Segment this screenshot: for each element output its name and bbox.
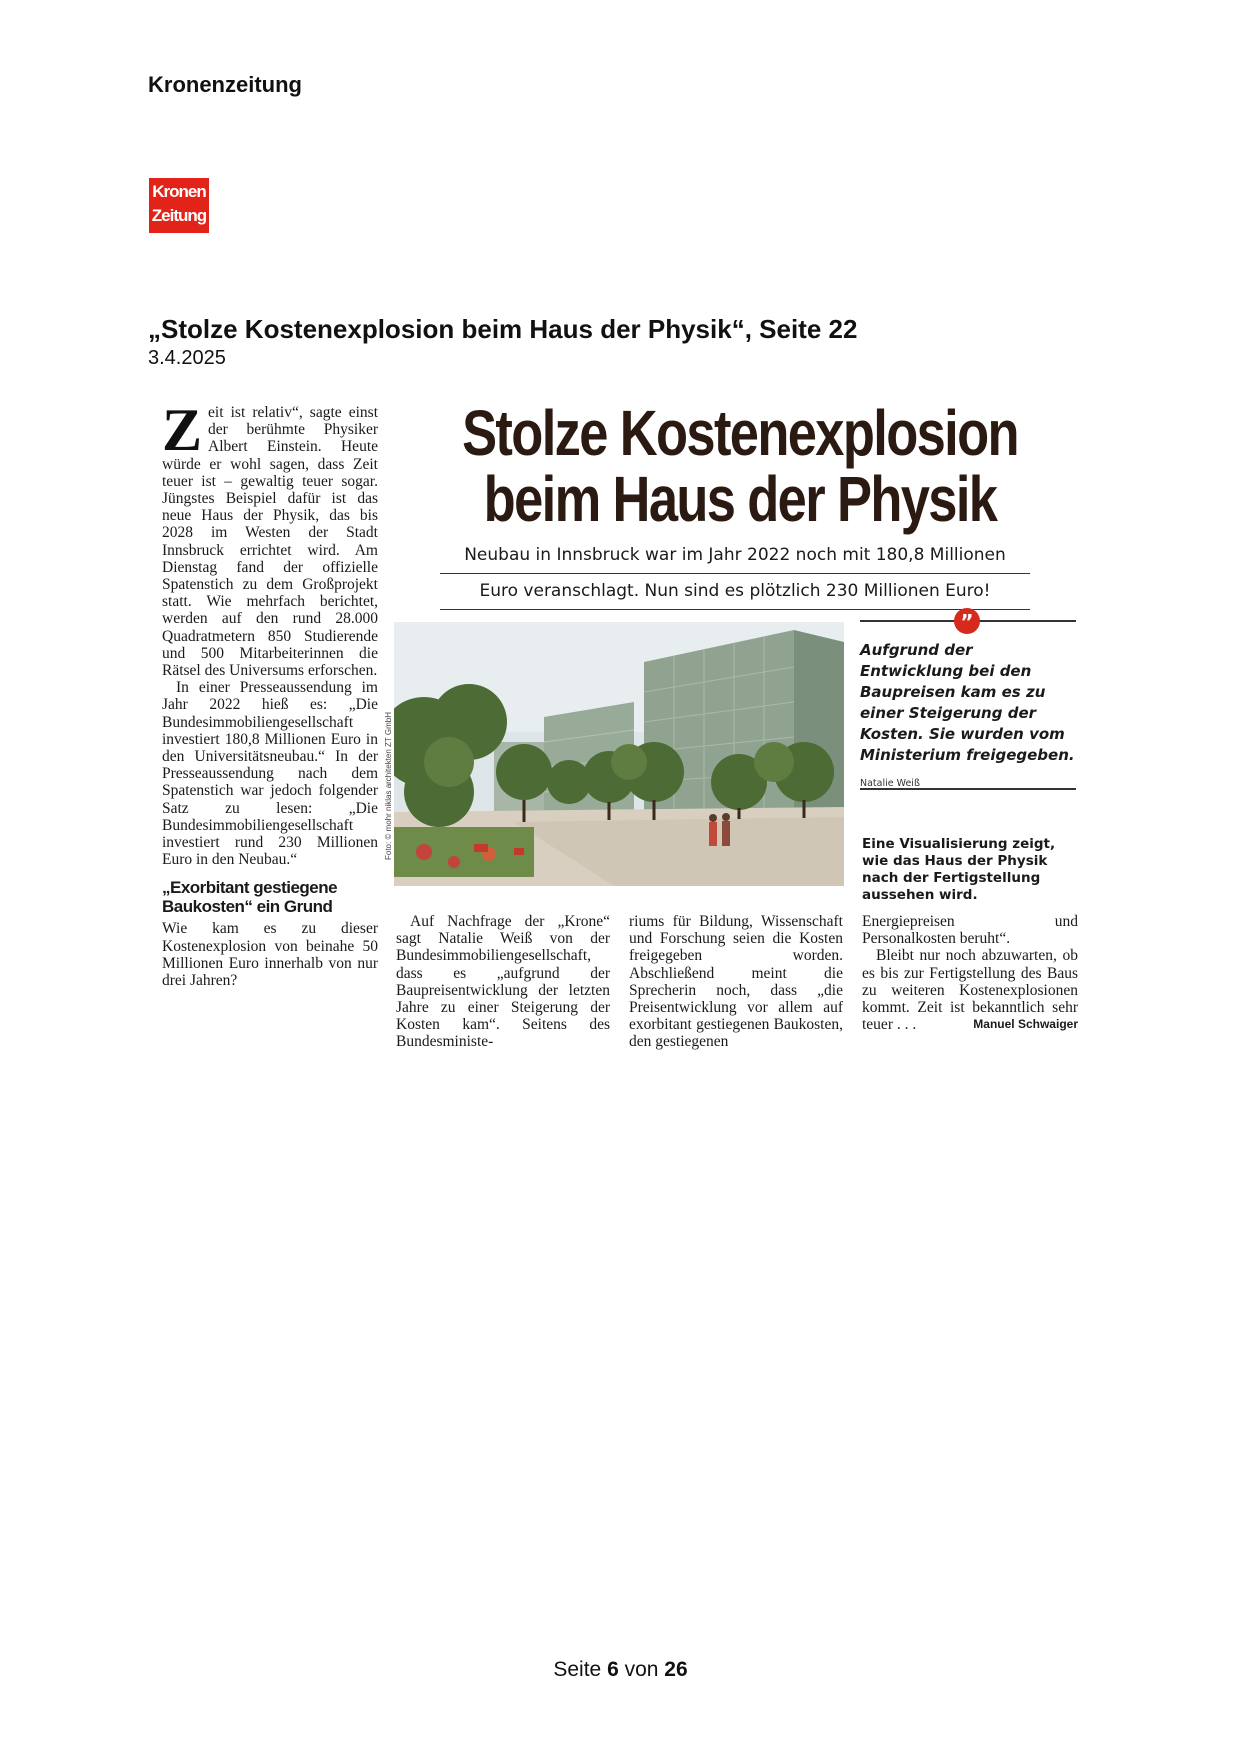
col1-paragraph-2: In einer Presseaussendung im Jahr 2022 hieß es: „Die Bundesimmobiliengesellschaft investiert 180,8 Millionen Euro in den Universitätsneubau.“ In der Presseaussendung nach dem Spatenstich war jedoch folgender Satz zu lesen: „Die Bundesimmobiliengesellschaft investiert rund 230 Millionen Euro in den Neubau.“	[162, 679, 378, 869]
quote-author: Natalie Weiß	[860, 778, 920, 789]
subheading: „Exorbitant gestiegene Baukosten“ ein Grund	[162, 878, 338, 917]
quote-box	[860, 610, 1076, 789]
col4-paragraph-2: Bleibt nur noch abzuwarten, ob es bis zur Fertigstellung des Baus zu weiteren Kostenexplosionen kommt. Zeit ist bekanntlich sehr teuer . . .	[862, 947, 1078, 1034]
dropcap: Z	[162, 397, 203, 463]
logo-line-2: Zeitung	[151, 206, 207, 225]
footer-middle: von	[624, 1658, 659, 1681]
quote-bottom-rule	[860, 788, 1076, 790]
article-column-3	[629, 913, 843, 1051]
kronen-zeitung-logo	[149, 178, 209, 233]
footer-total-pages: 26	[664, 1658, 688, 1681]
clip-date: 3.4.2025	[148, 347, 226, 369]
page-footer	[0, 1658, 1241, 1682]
deck-line-1: Neubau in Innsbruck war im Jahr 2022 noch mit 180,8 Millionen	[440, 538, 1030, 574]
photo-credit: Foto: © mohr niklas architekten ZT GmbH	[384, 711, 393, 860]
photo-caption: Eine Visualisierung zeigt, wie das Haus der Physik nach der Fertigstellung aussehen wird.	[862, 836, 1056, 903]
col3-text: riums für Bildung, Wissenschaft und Forschung seien die Kosten freigegeben worden. Abschließend meint die Sprecherin noch, dass „die Preisentwicklung vor allem auf exorbitant gestiegenen Baukosten, den gestiegenen	[629, 913, 843, 1051]
headline-line-2: beim Haus der Physik	[483, 463, 997, 535]
col1-paragraph-3: Wie kam es zu dieser Kostenexplosion von beinahe 50 Millionen Euro innerhalb von nur drei Jahren?	[162, 920, 378, 990]
building-visualization-image	[394, 622, 844, 886]
article-column-2	[396, 913, 610, 1051]
footer-current-page: 6	[607, 1658, 619, 1681]
deck-line-2: Euro veranschlagt. Nun sind es plötzlich 230 Millionen Euro!	[440, 574, 1030, 610]
article-column-4	[862, 913, 1078, 1033]
article-headline	[461, 397, 1019, 535]
col4-paragraph-1: Energiepreisen und Personalkosten beruht“.	[862, 913, 1078, 948]
author-byline: Manuel Schwaiger	[973, 1017, 1078, 1032]
col2-text: Auf Nachfrage der „Krone“ sagt Natalie Weiß von der Bundesimmobiliengesellschaft, dass es „aufgrund der Baupreisentwicklung der letzten Jahre zu einer Steigerung der Kosten kam“. Seitens des Bundesministe-	[396, 913, 610, 1051]
col1-paragraph-1: eit ist relativ“, sagte einst der berühmte Physiker Albert Einstein. Heute würde er wohl sagen, dass Zeit teuer ist – gewaltig teuer sogar. Jüngstes Beispiel dafür ist das neue Haus der Physik, das bis 2028 im Westen der Stadt Innsbruck errichtet wird. Am Dienstag fand der offizielle Spatenstich zu dem Großprojekt statt. Wie mehrfach berichtet, werden auf den rund 28.000 Quadratmetern 850 Studierende und 500 Mitarbeiterinnen die Rätsel des Universums erforschen.	[162, 404, 378, 680]
headline-line-1: Stolze Kostenexplosion	[462, 397, 1018, 469]
article-deck	[440, 538, 1030, 610]
footer-prefix: Seite	[553, 1658, 602, 1681]
logo-line-1: Kronen	[152, 182, 206, 201]
quotation-mark-icon: ”	[954, 608, 980, 634]
publication-header: Kronenzeitung	[148, 72, 302, 97]
clip-title: „Stolze Kostenexplosion beim Haus der Physik“, Seite 22	[148, 314, 858, 344]
article-column-1	[162, 397, 378, 990]
pull-quote: Aufgrund der Entwicklung bei den Baupreisen kam es zu einer Steigerung der Kosten. Sie wurden vom Ministerium freigegeben.	[860, 641, 1075, 764]
